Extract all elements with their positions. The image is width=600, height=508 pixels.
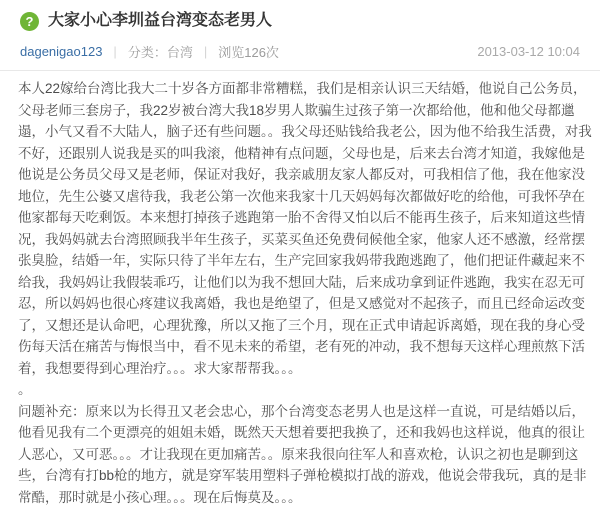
question-icon: ? bbox=[20, 12, 39, 31]
body-paragraph: 问题补充：原来以为长得丑又老会忠心，那个台湾变态老男人也是这样一直说，可是结婚以后，他看见我有二个更漂亮的姐姐未婚，既然天天想着要把我换了，还和我妈也这样说，他真的很让人恶心，又可恶。。。才让我现在更加痛苦。。原来我很向往军人和喜欢枪，认识之初也是聊到这些，台湾有打bb枪的地方，就是穿军装用塑料子弹枪模拟打战的游戏，他说会带我玩，真的是非常酷，那时就是小孩心理。。。现在后悔莫及。。。 bbox=[18, 401, 593, 508]
meta-separator: | bbox=[113, 44, 116, 59]
post-title: 大家小心李圳益台湾变态老男人 bbox=[48, 11, 272, 31]
body-paragraph: 本人22嫁给台湾比我大二十岁各方面都非常糟糕，我们是相亲认识三天结婚，他说自己公务员，父母老师三套房子，我22岁被台湾大我18岁男人欺骗生过孩子第一次都给他，他和他父母都邋遢，小气又看不大陆人，脑子还有些问题。。我父母还贴钱给我老公，因为他不给我生活费，对我不好，还跟别人说我是买的叫我滚，他精神有点问题，父母也是，后来去台湾才知道，我嫁他是他说是公务员父母又是老师，保证对我好，我亲戚朋友家人都反对，可我相信了他，我在他家没地位，先生公婆又虐待我，我老公第一次他来我家十几天妈妈每次都做好吃的给他，可我怀孕在他家都每天吃剩饭。本来想打掉孩子逃跑第一胎不舍得又怕以后不能再生孩子，后来知道这些情况，我妈妈就去台湾照顾我半年生孩子，买菜买鱼还免费伺候他全家，他家人还不感激，经常摆张臭脸，结婚一年，实际只待了半年左右，生产完回家我妈带我跑逃跑了，他们把证件藏起来不给我，我妈妈让我假装乖巧，让他们以为我不想回大陆，后来成功拿到证件逃跑，我实在忍无可忍，所以妈妈也很心疼建议我离婚，我也是绝望了，但是又感觉对不起孩子，而且已经命运改变了，又想还是认命吧，心理犹豫，所以又拖了三个月，现在正式申请起诉离婚，现在我的身心受伤每天活在痛苦与悔恨当中，看不见未来的希望，老有死的冲动，我不想每天这样心理煎熬下活着，我想要得到心理治疗。。。求大家帮帮我。。。 bbox=[18, 78, 593, 379]
category-link[interactable]: 台湾 bbox=[167, 42, 193, 61]
post-timestamp: 2013-03-12 10:04 bbox=[477, 44, 580, 59]
views-count: 浏览126次 bbox=[218, 42, 279, 61]
username-link[interactable]: dagenigao123 bbox=[20, 44, 102, 59]
body-paragraph: 。 bbox=[18, 379, 593, 401]
post-body bbox=[0, 71, 600, 508]
category-label: 分类： bbox=[128, 42, 167, 61]
post-meta bbox=[0, 31, 600, 70]
post-header bbox=[0, 0, 600, 31]
meta-separator: | bbox=[204, 44, 207, 59]
